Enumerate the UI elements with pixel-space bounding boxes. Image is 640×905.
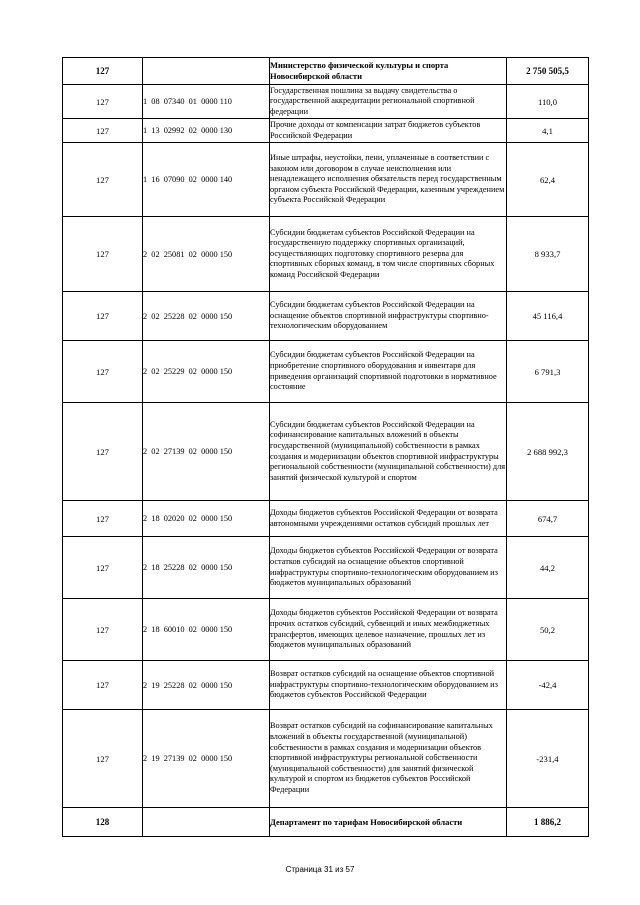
table-row <box>63 808 589 837</box>
budget-code-cell: 2 02 25228 02 0000 150 <box>143 292 270 341</box>
amount-cell: 1 886,2 <box>507 808 589 837</box>
budget-code-cell: 2 02 25081 02 0000 150 <box>143 217 270 292</box>
admin-code-cell: 127 <box>63 661 143 710</box>
admin-code-cell: 127 <box>63 537 143 599</box>
revenue-name-cell: Прочие доходы от компенсации затрат бюджетов субъектов Российской Федерации <box>270 119 507 143</box>
amount-cell: 6 791,3 <box>507 341 589 403</box>
budget-code-cell: 2 19 25228 02 0000 150 <box>143 661 270 710</box>
table-row <box>63 217 589 292</box>
table-row <box>63 599 589 661</box>
budget-code-cell: 2 02 27139 02 0000 150 <box>143 403 270 501</box>
revenue-name-cell: Иные штрафы, неустойки, пени, уплаченные в соответствии с законом или договором в случае неисполнения или ненадлежащего исполнения обязательств перед государственным органом субъекта Российской Федерации, казенным учреждением субъекта Российской Федерации <box>270 143 507 217</box>
budget-code-cell: 2 18 60010 02 0000 150 <box>143 599 270 661</box>
amount-cell: 110,0 <box>507 85 589 119</box>
admin-code-cell: 127 <box>63 341 143 403</box>
table-row <box>63 661 589 710</box>
revenue-name-cell: Субсидии бюджетам субъектов Российской Федерации на софинансирование капитальных вложений в объекты государственной (муниципальной) собственности в рамках создания и модернизации объектов спортивной инфраструктуры региональной собственности (муниципальной собственности) для занятий физической культурой и спортом <box>270 403 507 501</box>
admin-code-cell: 128 <box>63 808 143 837</box>
revenue-name-cell: Субсидии бюджетам субъектов Российской Федерации на оснащение объектов спортивной инфраструктуры спортивно-технологическим оборудованием <box>270 292 507 341</box>
amount-cell: 2 750 505,5 <box>507 58 589 85</box>
amount-cell: 8 933,7 <box>507 217 589 292</box>
revenue-name-cell: Доходы бюджетов субъектов Российской Федерации от возврата автономными учреждениями остатков субсидий прошлых лет <box>270 501 507 537</box>
table-row <box>63 341 589 403</box>
table-row <box>63 292 589 341</box>
revenue-name-cell: Возврат остатков субсидий на оснащение объектов спортивной инфраструктуры спортивно-технологическим оборудованием из бюджетов субъектов Российской Федерации <box>270 661 507 710</box>
revenue-name-cell: Субсидии бюджетам субъектов Российской Федерации на приобретение спортивного оборудования и инвентаря для приведения организаций спортивной подготовки в нормативное состояние <box>270 341 507 403</box>
table-row <box>63 501 589 537</box>
budget-code-cell: 2 02 25229 02 0000 150 <box>143 341 270 403</box>
budget-code-cell: 1 16 07090 02 0000 140 <box>143 143 270 217</box>
revenue-name-cell: Министерство физической культуры и спорта Новосибирской области <box>270 58 507 85</box>
page-number: Страница 31 из 57 <box>285 865 355 874</box>
admin-code-cell: 127 <box>63 403 143 501</box>
revenue-name-cell: Государственная пошлина за выдачу свидетельства о государственной аккредитации региональной спортивной федерации <box>270 85 507 119</box>
table-row <box>63 119 589 143</box>
revenue-name-cell: Доходы бюджетов субъектов Российской Федерации от возврата прочих остатков субсидий, субвенций и иных межбюджетных трансфертов, имеющих целевое назначение, прошлых лет из бюджетов муниципальных образований <box>270 599 507 661</box>
amount-cell: 45 116,4 <box>507 292 589 341</box>
admin-code-cell: 127 <box>63 501 143 537</box>
table-row <box>63 403 589 501</box>
budget-code-cell <box>143 808 270 837</box>
amount-cell: 2 688 992,3 <box>507 403 589 501</box>
amount-cell: 50,2 <box>507 599 589 661</box>
table-row <box>63 58 589 85</box>
admin-code-cell: 127 <box>63 143 143 217</box>
admin-code-cell: 127 <box>63 119 143 143</box>
table-row <box>63 85 589 119</box>
admin-code-cell: 127 <box>63 292 143 341</box>
admin-code-cell: 127 <box>63 710 143 808</box>
budget-code-cell: 2 18 02020 02 0000 150 <box>143 501 270 537</box>
admin-code-cell: 127 <box>63 599 143 661</box>
admin-code-cell: 127 <box>63 85 143 119</box>
table-row <box>63 143 589 217</box>
revenue-table <box>62 57 589 837</box>
budget-code-cell: 1 08 07340 01 0000 110 <box>143 85 270 119</box>
revenue-name-cell: Доходы бюджетов субъектов Российской Федерации от возврата остатков субсидий на оснащение объектов спортивной инфраструктуры спортивно-технологическим оборудованием из бюджетов муниципальных образований <box>270 537 507 599</box>
admin-code-cell: 127 <box>63 58 143 85</box>
revenue-name-cell: Департамент по тарифам Новосибирской области <box>270 808 507 837</box>
amount-cell: 62,4 <box>507 143 589 217</box>
budget-code-cell: 2 19 27139 02 0000 150 <box>143 710 270 808</box>
table-row <box>63 537 589 599</box>
amount-cell: 4,1 <box>507 119 589 143</box>
admin-code-cell: 127 <box>63 217 143 292</box>
amount-cell: -42,4 <box>507 661 589 710</box>
budget-code-cell <box>143 58 270 85</box>
budget-code-cell: 2 18 25228 02 0000 150 <box>143 537 270 599</box>
amount-cell: -231,4 <box>507 710 589 808</box>
budget-code-cell: 1 13 02992 02 0000 130 <box>143 119 270 143</box>
amount-cell: 674,7 <box>507 501 589 537</box>
revenue-name-cell: Возврат остатков субсидий на софинансирование капитальных вложений в объекты государственной (муниципальной) собственности в рамках создания и модернизации объектов спортивной инфраструктуры региональной собственности (муниципальной собственности) для занятий физической культурой и спортом из бюджетов субъектов Российской Федерации <box>270 710 507 808</box>
revenue-name-cell: Субсидии бюджетам субъектов Российской Федерации на государственную поддержку спортивных организаций, осуществляющих подготовку спортивного резерва для спортивных сборных команд, в том числе спортивных сборных команд Российской Федерации <box>270 217 507 292</box>
table-row <box>63 710 589 808</box>
amount-cell: 44,2 <box>507 537 589 599</box>
